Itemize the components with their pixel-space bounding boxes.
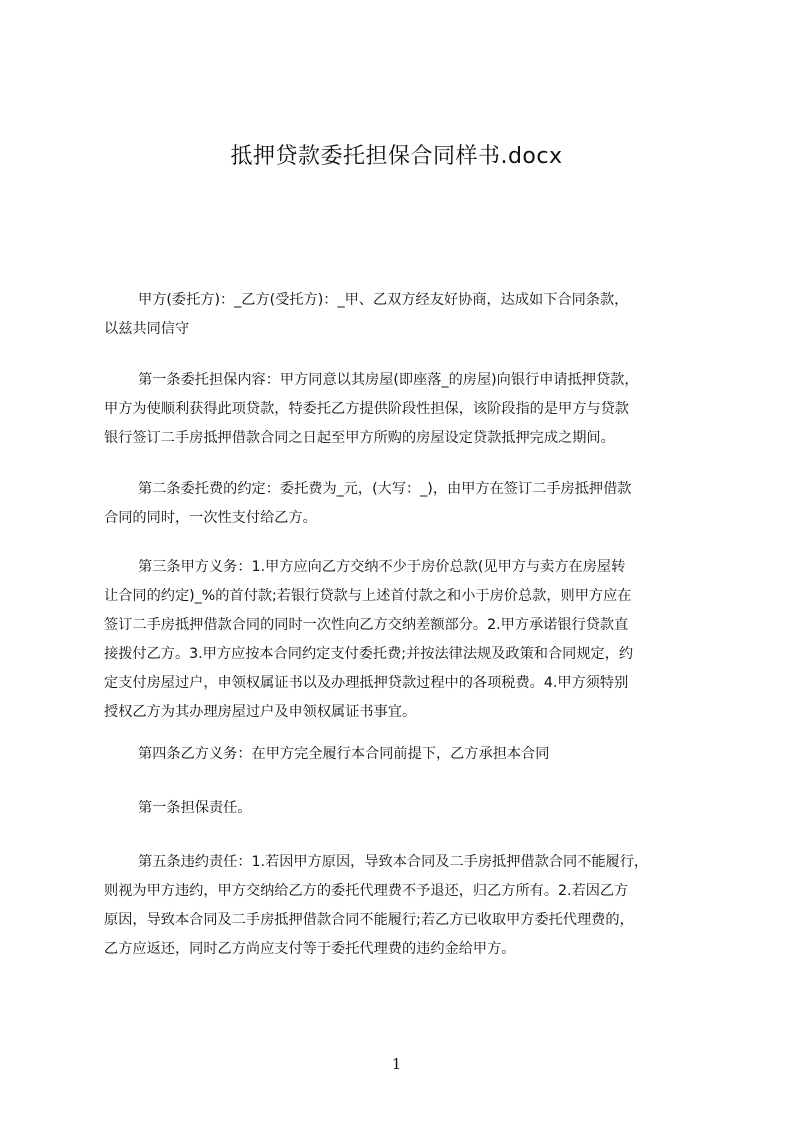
paragraph-line: 定支付房屋过户，申领权属证书以及办理抵押贷款过程中的各项税费。4.甲方须特别: [104, 675, 629, 691]
paragraph-line: 第三条甲方义务：1.甲方应向乙方交纳不少于房价总款(见甲方与卖方在房屋转: [138, 559, 626, 575]
paragraph-line: 甲方(委托方)：_乙方(受托方)：_甲、乙双方经友好协商，达成如下合同条款，: [138, 292, 629, 308]
paragraph-article-5: [104, 848, 699, 964]
paragraph-article-2: [104, 475, 699, 533]
paragraph-line: 让合同的约定)_%的首付款;若银行贷款与上述首付款之和小于房价总款，则甲方应在: [104, 588, 632, 604]
paragraph-line: 第五条违约责任：1.若因甲方原因，导致本合同及二手房抵押借款合同不能履行，: [138, 854, 649, 870]
paragraph-line: 乙方应返还，同时乙方尚应支付等于委托代理费的违约金给甲方。: [104, 941, 516, 957]
paragraph-line: 授权乙方为其办理房屋过户及申领权属证书事宜。: [104, 704, 417, 720]
paragraph-article-3: [104, 553, 699, 727]
paragraph-line: 第四条乙方义务：在甲方完全履行本合同前提下，乙方承担本合同: [138, 746, 550, 762]
paragraph-line: 则视为甲方违约，甲方交纳给乙方的委托代理费不予退还，归乙方所有。2.若因乙方: [104, 883, 629, 899]
paragraph-line: 合同的同时，一次性支付给乙方。: [104, 510, 317, 526]
paragraph-article-4: [104, 740, 699, 769]
paragraph-line: 以兹共同信守: [104, 321, 190, 337]
paragraph-line: 原因，导致本合同及二手房抵押借款合同不能履行;若乙方已收取甲方委托代理费的，: [104, 912, 634, 928]
paragraph-line: 接拨付乙方。3.甲方应按本合同约定支付委托费;并按法律法规及政策和合同规定，约: [104, 646, 634, 662]
paragraph-article-1: [104, 366, 699, 453]
paragraph-parties: [104, 286, 699, 344]
page-number: 1: [391, 1055, 402, 1073]
paragraph-line: 第二条委托费的约定：委托费为_元，(大写：_)，由甲方在签订二手房抵押借款: [138, 481, 632, 497]
paragraph-line: 银行签订二手房抵押借款合同之日起至甲方所购的房屋设定贷款抵押完成之期间。: [104, 430, 615, 446]
document-title: 抵押贷款委托担保合同样书.docx: [230, 144, 563, 169]
paragraph-line: 签订二手房抵押借款合同的同时一次性向乙方交纳差额部分。2.甲方承诺银行贷款直: [104, 617, 629, 633]
paragraph-line: 第一条担保责任。: [138, 800, 252, 816]
paragraph-line: 第一条委托担保内容：甲方同意以其房屋(即座落_的房屋)向银行申请抵押贷款，: [138, 372, 639, 388]
paragraph-line: 甲方为使顺利获得此项贷款，特委托乙方提供阶段性担保，该阶段指的是甲方与贷款: [104, 401, 629, 417]
paragraph-guarantee-liability: [104, 794, 699, 823]
